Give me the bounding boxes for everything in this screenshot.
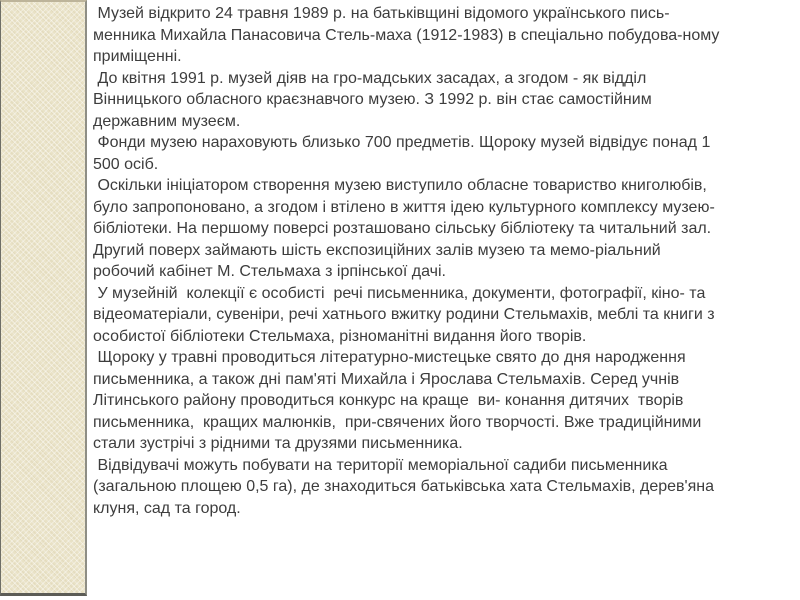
text-line: (загальною площею 0,5 га), де знаходиться батьківська хата Стельмахів, дерев'яна xyxy=(93,478,714,495)
text-line: приміщенні. xyxy=(93,48,182,65)
text-line: письменника, а також дні пам'яті Михайла і Ярослава Стельмахів. Серед учнів xyxy=(93,370,680,388)
text-line: бібліотеки. На першому поверсі розташовано сільську бібліотеку та читальний зал. xyxy=(93,220,712,237)
document-text xyxy=(93,0,800,519)
text-line: Літинського району проводиться конкурс на краще ви- конання дитячих творів xyxy=(93,392,684,409)
text-line: До квітня 1991 р. музей діяв на гро-мадських засадах, а згодом - як відділ xyxy=(93,69,647,87)
text-line: робочий кабінет М. Стельмаха з ірпінської дачі. xyxy=(93,263,446,280)
text-line: державним музеєм. xyxy=(93,112,241,130)
text-line: клуня, сад та город. xyxy=(93,499,241,517)
text-line: Музей відкрито 24 травня 1989 р. на батьківщині відомого українського пись- xyxy=(93,5,670,22)
text-line: стали зустрічі з рідними та друзями письменника. xyxy=(93,435,463,452)
text-line: письменника, кращих малюнків, при-свячених його творчості. Вже традиційними xyxy=(93,413,702,431)
text-line: менника Михайла Панасовича Стель-маха (1912-1983) в спеціально побудова-ному xyxy=(93,26,720,44)
text-line: Оскільки ініціатором створення музею виступило обласне товариство книголюбів, xyxy=(93,177,707,194)
text-line: Вінницького обласного краєзнавчого музею. З 1992 р. він стає самостійним xyxy=(93,91,652,108)
text-line: Другий поверх займають шість експозиційних залів музею та мемо-ріальний xyxy=(93,241,661,259)
text-line: було запропоновано, а згодом і втілено в життя ідею культурного комплексу музею- xyxy=(93,198,715,216)
text-line: особистої бібліотеки Стельмаха, різноманітні видання його творів. xyxy=(93,327,587,345)
text-line: 500 осіб. xyxy=(93,155,159,173)
text-line: Фонди музею нараховують близько 700 предметів. Щороку музей відвідує понад 1 xyxy=(93,134,711,151)
text-line: Щороку у травні проводиться літературно-мистецьке свято до дня народження xyxy=(93,349,686,366)
text-line: відеоматеріали, сувеніри, речі хатнього вжитку родини Стельмахів, меблі та книги з xyxy=(93,306,715,323)
decorative-sidebar xyxy=(0,0,87,596)
text-line: Відвідувачі можуть побувати на території меморіальної садиби письменника xyxy=(93,456,668,474)
text-line: У музейній колекції є особисті речі письменника, документи, фотографії, кіно- та xyxy=(93,284,706,302)
